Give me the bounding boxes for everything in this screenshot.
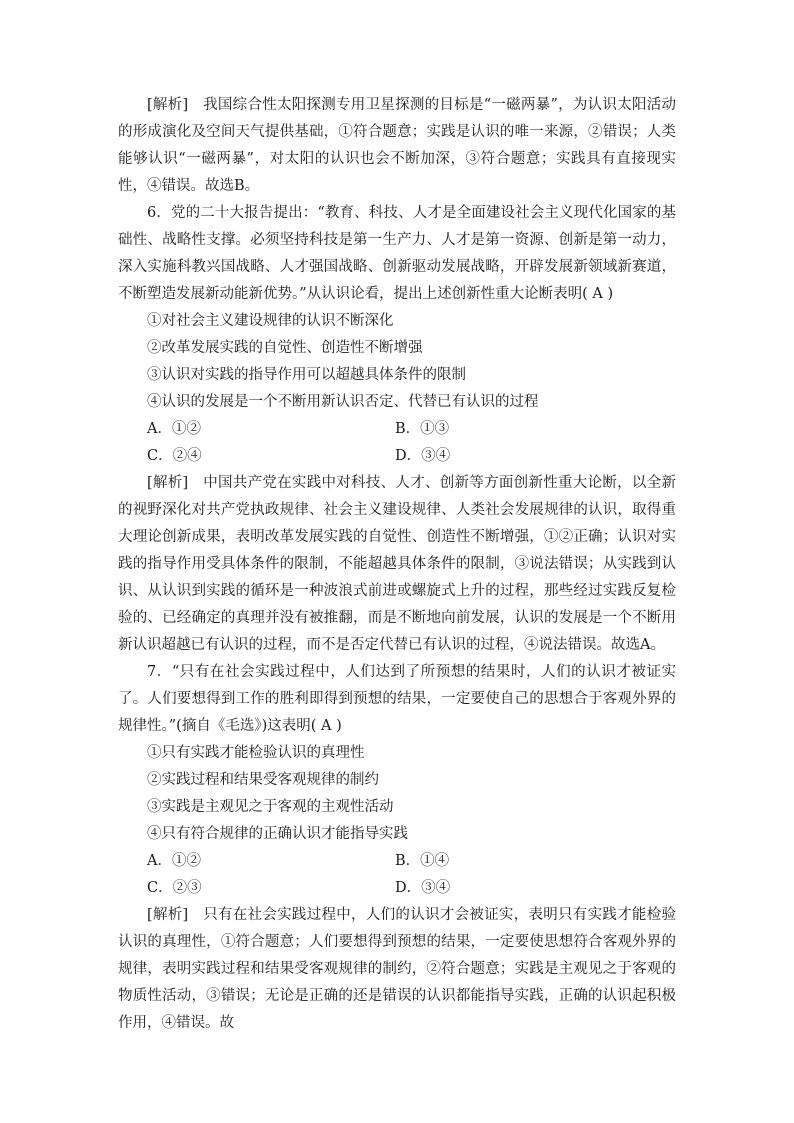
q7-choice-c: C．②③ xyxy=(147,880,202,896)
q6-option-2: ②改革发展实践的自觉性、创造性不断增强 xyxy=(147,340,423,356)
q6-option-3: ③认识对实践的指导作用可以超越具体条件的限制 xyxy=(147,367,466,383)
q7-option-1: ①只有实践才能检验认识的真理性 xyxy=(147,745,365,761)
analysis-q7: [解析] 只有在社会实践过程中，人们的认识才会被证实，表明只有实践才能检验认识的真理性，①符合题意；人们要想得到预想的结果，一定要使思想符合客观外界的规律，表明实践过程和结果受客观规律的制约，②符合题意；实践是主观见之于客观的物质性活动，③错误；无论是正确的还是错误的认识都能指导实践，正确的认识起积极作用，④错误。故 xyxy=(118,907,676,1031)
q7-choice-d: D．③④ xyxy=(395,880,451,896)
q7-choices-row-2 xyxy=(118,875,676,902)
q7-choice-b: B．①④ xyxy=(395,853,450,869)
question-6-stem: 6．党的二十大报告提出：“教育、科技、人才是全面建设社会主义现代化国家的基础性、战略性支撑。必须坚持科技是第一生产力、人才是第一资源、创新是第一动力，深入实施科教兴国战略、人才强国战略、创新驱动发展战略，开辟发展新领域新赛道，不断塑造发展新动能新优势。”从认识论看，提出上述创新性重大论断表明( A ) xyxy=(118,205,676,302)
q6-choices-row-1 xyxy=(118,416,676,443)
q6-option-1: ①对社会主义建设规律的认识不断深化 xyxy=(147,313,394,329)
q7-choice-a: A．①② xyxy=(147,853,201,869)
q6-choice-c: C．②④ xyxy=(147,448,202,464)
q6-choices-row-2 xyxy=(118,443,676,470)
q6-choice-b: B．①③ xyxy=(395,421,450,437)
question-7-stem: 7．“只有在社会实践过程中，人们达到了所预想的结果时，人们的认识才被证实了。人们要想得到工作的胜利即得到预想的结果，一定要使自己的思想合于客观外界的规律性。”(摘自《毛选》)这表明( A ) xyxy=(118,664,676,734)
q7-option-2: ②实践过程和结果受客观规律的制约 xyxy=(147,772,379,788)
analysis-q6: [解析] 中国共产党在实践中对科技、人才、创新等方面创新性重大论断，以全新的视野深化对共产党执政规律、社会主义建设规律、人类社会发展规律的认识，取得重大理论创新成果，表明改革发展实践的自觉性、创造性不断增强，①②正确；认识对实践的指导作用受具体条件的限制，不能超越具体条件的限制，③说法错误；从实践到认识、从认识到实践的循环是一种波浪式前进或螺旋式上升的过程，那些经过实践反复检验的、已经确定的真理并没有被推翻，而是不断地向前发展，认识的发展是一个不断用新认识超越已有认识的过程，而不是否定代替已有认识的过程，④说法错误。故选A。 xyxy=(118,475,676,653)
analysis-q5: [解析] 我国综合性太阳探测专用卫星探测的目标是“一磁两暴”，为认识太阳活动的形成演化及空间天气提供基础，①符合题意；实践是认识的唯一来源，②错误；人类能够认识“一磁两暴”，对太阳的认识也会不断加深，③符合题意；实践具有直接现实性，④错误。故选B。 xyxy=(118,97,676,194)
q7-option-4: ④只有符合规律的正确认识才能指导实践 xyxy=(147,826,408,842)
q7-choices-row-1 xyxy=(118,848,676,875)
q7-option-3: ③实践是主观见之于客观的主观性活动 xyxy=(147,799,394,815)
q6-option-4: ④认识的发展是一个不断用新认识否定、代替已有认识的过程 xyxy=(147,394,539,410)
q6-choice-d: D．③④ xyxy=(395,448,451,464)
q6-choice-a: A．①② xyxy=(147,421,201,437)
